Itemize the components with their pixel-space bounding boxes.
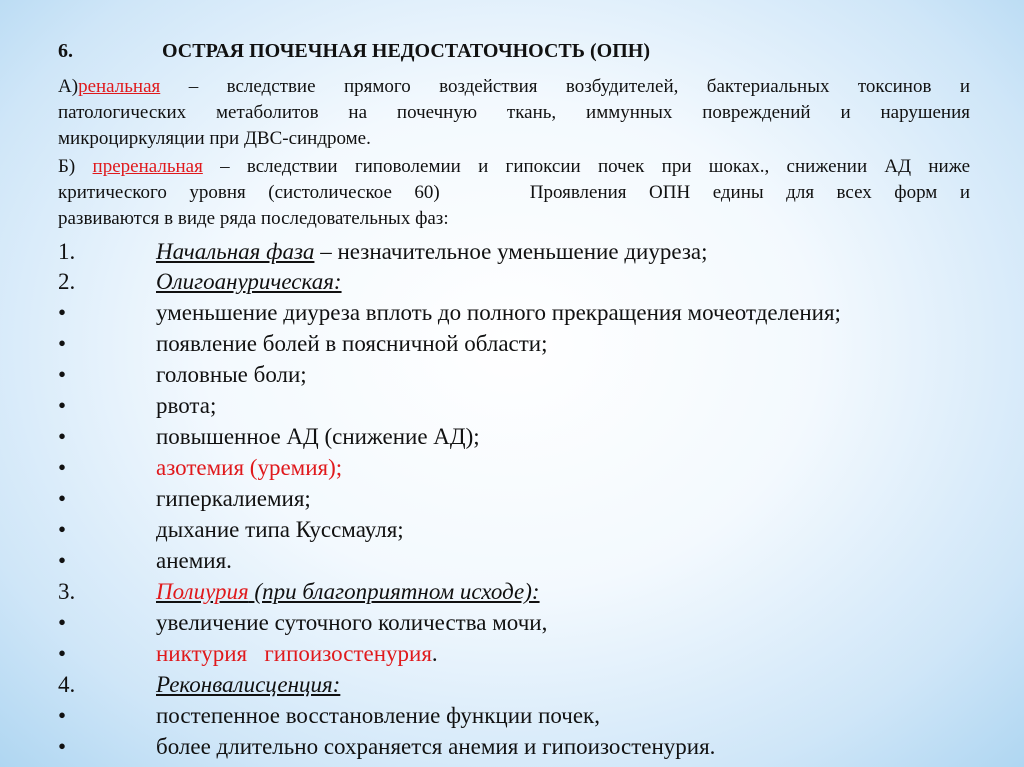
list-item <box>58 362 958 390</box>
list-item <box>58 734 958 762</box>
list-item-text-end: . <box>431 641 438 666</box>
list-item-text: азотемия (уремия); <box>156 455 343 480</box>
phase-3-number: 3. <box>58 579 76 604</box>
bullet: • <box>58 393 67 418</box>
list-item-text: анемия. <box>156 548 232 573</box>
list-item <box>58 424 958 452</box>
phase-2-name: Олигоанурическая: <box>156 269 342 294</box>
para-a-line1-rest: – вследствие прямого воздействия возбудителей, бактериальных токсинов и <box>188 76 971 97</box>
bullet: • <box>58 517 67 542</box>
list-item <box>58 393 958 421</box>
para-b-term: преренальная <box>92 156 203 177</box>
list-item-text: появление болей в поясничной области; <box>156 331 548 356</box>
bullet: • <box>58 424 67 449</box>
phase-2 <box>58 269 958 297</box>
list-item-text: гиперкалиемия; <box>156 486 311 511</box>
phase-3-name: Полиурия <box>156 579 249 604</box>
list-item-text: постепенное восстановление функции почек, <box>156 703 600 728</box>
para-a-term: ренальная <box>78 76 161 97</box>
para-a-prefix: А) <box>58 76 79 97</box>
list-item-text: головные боли; <box>156 362 307 387</box>
title-number: 6. <box>58 40 73 62</box>
para-b-line1-rest: – вследствии гиповолемии и гипоксии почек при шоках., снижении АД ниже <box>220 156 971 177</box>
phase-3 <box>58 579 958 607</box>
list-item-text: повышенное АД (снижение АД); <box>156 424 480 449</box>
para-b-line-3: развиваются в виде ряда последовательных фаз: <box>58 208 449 229</box>
list-item <box>58 455 958 483</box>
list-item <box>58 517 958 545</box>
bullet: • <box>58 455 67 480</box>
phase-1 <box>58 239 958 267</box>
phase-4 <box>58 672 958 700</box>
phase-2-number: 2. <box>58 269 76 294</box>
phase-4-name: Реконвалисценция: <box>156 672 341 697</box>
phase-1-number: 1. <box>58 239 76 264</box>
bullet: • <box>58 300 67 325</box>
para-b-line-1 <box>58 156 970 178</box>
list-item-text-red: никтурия гипоизостенурия <box>156 641 432 666</box>
title-text: ОСТРАЯ ПОЧЕЧНАЯ НЕДОСТАТОЧНОСТЬ (ОПН) <box>162 40 650 62</box>
bullet: • <box>58 610 67 635</box>
list-item <box>58 331 958 359</box>
bullet: • <box>58 703 67 728</box>
phase-4-number: 4. <box>58 672 76 697</box>
list-item <box>58 703 958 731</box>
bullet: • <box>58 331 67 356</box>
bullet: • <box>58 641 67 666</box>
para-a-line-1 <box>58 76 970 98</box>
para-a-line-2: патологических метаболитов на почечную ткань, иммунных повреждений и нарушения <box>58 102 970 123</box>
list-item <box>58 486 958 514</box>
slide-title <box>58 40 958 66</box>
bullet: • <box>58 362 67 387</box>
list-item-text: уменьшение диуреза вплоть до полного прекращения мочеотделения; <box>156 300 841 325</box>
bullet: • <box>58 486 67 511</box>
phase-1-name: Начальная фаза <box>156 239 315 264</box>
para-b-prefix: Б) <box>58 156 76 177</box>
phase-1-rest: – незначительное уменьшение диуреза; <box>320 239 708 264</box>
para-a-line-3: микроциркуляции при ДВС-синдроме. <box>58 128 371 149</box>
list-item-text: дыхание типа Куссмауля; <box>156 517 404 542</box>
list-item <box>58 548 958 576</box>
list-item-text: увеличение суточного количества мочи, <box>156 610 548 635</box>
phase-3-rest: (при благоприятном исходе): <box>254 579 540 604</box>
bullet: • <box>58 734 67 759</box>
bullet: • <box>58 548 67 573</box>
list-item <box>58 610 958 638</box>
list-item-text: более длительно сохраняется анемия и гипоизостенурия. <box>156 734 716 759</box>
para-b-line-2: критического уровня (систолическое 60) Проявления ОПН едины для всех форм и <box>58 182 970 203</box>
list-item <box>58 641 958 669</box>
list-item-text: рвота; <box>156 393 217 418</box>
list-item <box>58 300 958 328</box>
